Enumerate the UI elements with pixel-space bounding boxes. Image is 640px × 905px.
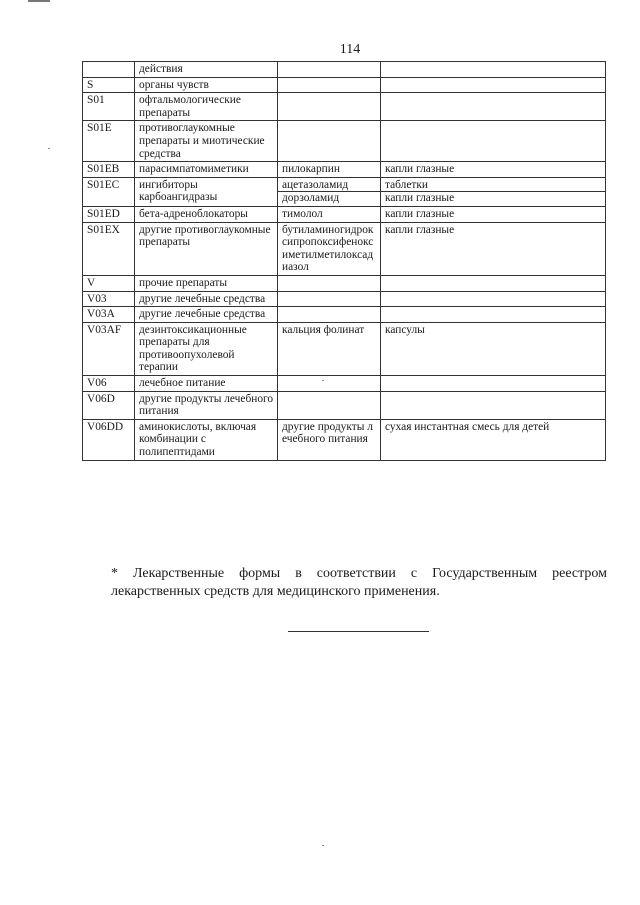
substance-cell [278,376,381,392]
table-row [83,93,606,121]
atc-code-cell [83,222,135,275]
atc-group-cell [135,376,278,392]
atc-group-name: противоглаукомные препараты и миотические средства [139,122,265,160]
atc-code: V06 [87,377,107,390]
atc-group-cell [135,322,278,375]
atc-group-cell [135,307,278,323]
substance-cell [278,177,381,206]
atc-code-cell [83,177,135,206]
atc-code-cell [83,376,135,392]
atc-code: S [87,78,94,91]
atc-group-name: прочие препараты [139,276,228,289]
dosage-form-cell [381,376,606,392]
substance-name: кальция фолинат [282,323,365,336]
dosage-form-cell [381,322,606,375]
substance-cell [278,62,381,78]
table-row [83,162,606,178]
atc-group-name: дезинтоксикационные препараты для противоопухолевой терапии [139,323,247,374]
atc-code-cell [83,121,135,162]
table-row [83,62,606,78]
dosage-form-cell [381,121,606,162]
atc-group-cell [135,419,278,460]
atc-group-cell [135,291,278,307]
atc-code-cell [83,77,135,93]
atc-code-cell [83,206,135,222]
substance-cell [278,322,381,375]
scan-speck [322,845,324,846]
atc-group-name: офтальмологические препараты [139,94,241,119]
dosage-form-cell [381,93,606,121]
substance-name: дорзоламид [282,192,340,205]
atc-code-cell [83,62,135,78]
substance-cell [278,162,381,178]
footnote-line-2: лекарственных средств для медицинского применения. [111,584,440,599]
table-row [83,322,606,375]
atc-code: S01EB [87,163,120,176]
substance-cell [278,77,381,93]
dosage-form: капли глазные [385,163,455,176]
atc-table [82,61,606,461]
dosage-form-cell [381,77,606,93]
dosage-form: капли глазные [385,207,455,220]
substance-cell [278,93,381,121]
substance-cell [278,275,381,291]
dosage-form: таблетки [381,179,605,193]
table-row [83,291,606,307]
dosage-form-cell [381,419,606,460]
atc-group-cell [135,162,278,178]
atc-group-cell [135,391,278,419]
scan-speck [48,148,50,149]
dosage-form: сухая инстантная смесь для детей [385,420,550,433]
atc-group-name: ингибиторы карбоангидразы [139,178,218,204]
dosage-form-cell [381,62,606,78]
end-rule [288,631,429,632]
dosage-form-cell [381,275,606,291]
table-row [83,275,606,291]
atc-group-name: другие лечебные средства [139,308,266,321]
atc-code-cell [83,162,135,178]
atc-group-name: лечебное питание [139,377,226,390]
dosage-form: капли глазные [385,192,455,205]
table-row [83,419,606,460]
atc-group-name: другие лечебные средства [139,292,266,305]
atc-code-cell [83,322,135,375]
atc-code: S01 [87,94,105,107]
atc-code: V03 [87,292,107,305]
page-number: 114 [339,42,361,57]
atc-group-cell [135,77,278,93]
substance-cell [278,307,381,323]
atc-code: V06D [87,392,115,405]
footnote [111,565,607,601]
substance-cell [278,121,381,162]
substance-cell [278,291,381,307]
scan-mark [28,0,50,2]
dosage-form-cell [381,307,606,323]
dosage-form-cell [381,162,606,178]
atc-group-cell [135,275,278,291]
dosage-form: капли глазные [385,223,455,236]
substance-cell [278,222,381,275]
dosage-form-cell [381,206,606,222]
atc-group-cell [135,121,278,162]
substance-name: ацетазоламид [278,179,380,193]
atc-code: S01EX [87,223,120,236]
substance-name: тимолол [282,207,323,220]
atc-group-name: действия [139,63,183,75]
atc-code: V06DD [87,420,124,433]
atc-code-cell [83,391,135,419]
dosage-form-cell [381,291,606,307]
substance-name: другие продукты лечебного питания [282,420,373,446]
table-row [83,307,606,323]
atc-group-cell [135,206,278,222]
substance-name: бутиламиногидроксипропоксифеноксиметилметилоксадиазол [282,223,374,274]
atc-code-cell [83,291,135,307]
atc-code-cell [83,307,135,323]
substance-name: пилокарпин [282,163,340,176]
atc-code-cell [83,419,135,460]
substance-cell [278,206,381,222]
atc-code-cell [83,275,135,291]
dosage-form-cell [381,391,606,419]
dosage-form: капсулы [385,323,425,336]
atc-group-cell [135,93,278,121]
table-row [83,222,606,275]
footnote-line-1: * Лекарственные формы в соответствии с Государственным реестром [111,566,607,581]
substance-cell [278,391,381,419]
atc-code: V03A [87,308,115,321]
atc-code: V03AF [87,323,122,336]
atc-group-cell [135,177,278,206]
atc-code: S01E [87,122,112,135]
table-row [83,77,606,93]
dosage-form-cell [381,222,606,275]
atc-group-name: другие продукты лечебного питания [139,392,274,418]
atc-group-name: органы чувств [139,78,209,91]
table-row [83,391,606,419]
substance-cell [278,419,381,460]
atc-group-cell [135,62,278,78]
atc-code: V [87,276,96,289]
atc-code: S01EC [87,178,120,191]
atc-group-cell [135,222,278,275]
atc-group-name: аминокислоты, включая комбинации с полипептидами [139,420,257,459]
atc-code: S01ED [87,207,120,220]
table-row [83,206,606,222]
atc-code-cell [83,93,135,121]
atc-group-name: бета-адреноблокаторы [139,207,248,220]
dosage-form-cell [381,177,606,206]
atc-group-name: другие противоглаукомные препараты [139,223,271,249]
table-row [83,376,606,392]
table-row [83,121,606,162]
table-row [83,177,606,206]
atc-group-name: парасимпатомиметики [139,163,249,176]
